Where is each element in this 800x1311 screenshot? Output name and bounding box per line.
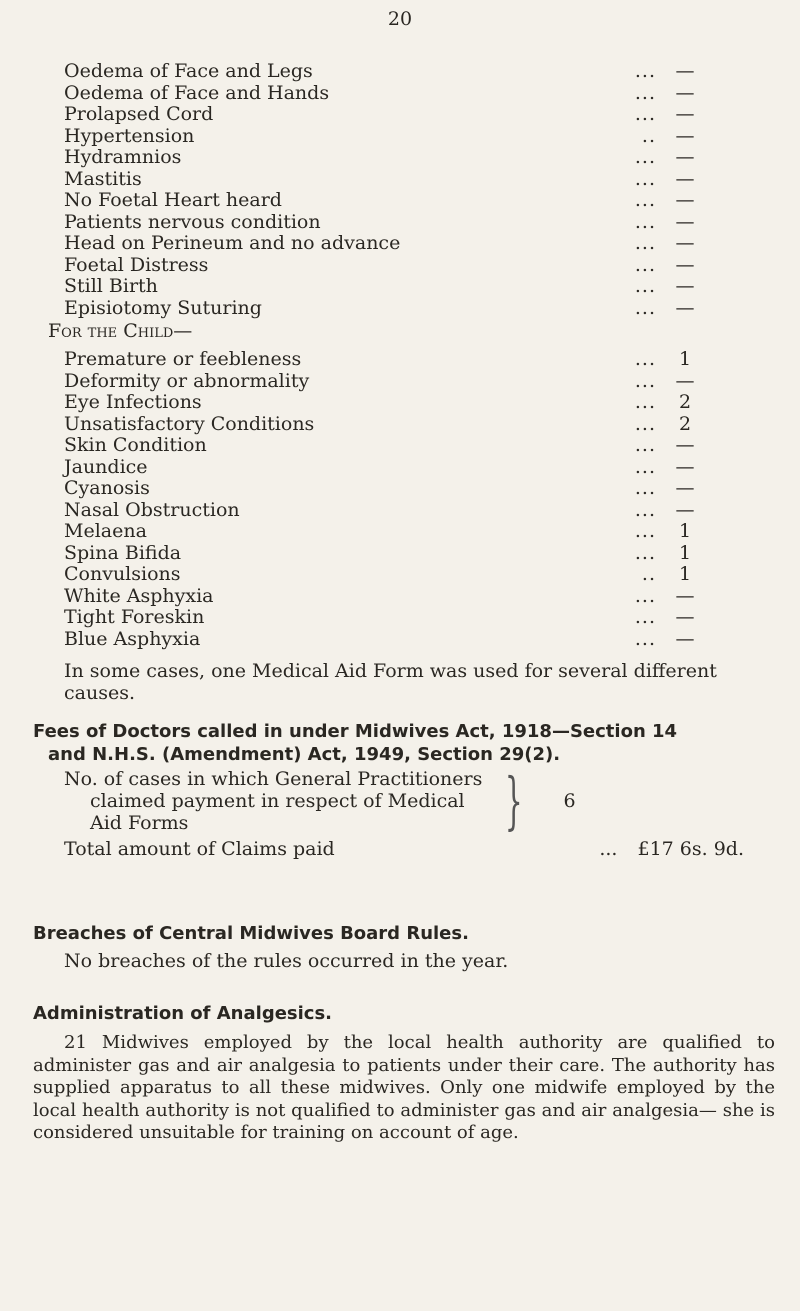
list-item-value-group bbox=[594, 348, 714, 370]
child-section-heading: For the Child— bbox=[48, 320, 193, 342]
list-item-label: Prolapsed Cord bbox=[64, 103, 214, 125]
list-item-value: 2 bbox=[678, 391, 692, 413]
list-item-value: — bbox=[675, 455, 695, 478]
list-item-value-group bbox=[594, 297, 714, 319]
list-item-value: — bbox=[675, 253, 695, 276]
list-item-value: — bbox=[675, 584, 695, 607]
list-item-value: — bbox=[675, 103, 695, 125]
list-item bbox=[64, 585, 714, 607]
brace-symbol: } bbox=[504, 764, 523, 837]
page-number: 20 bbox=[387, 8, 413, 30]
fees-details bbox=[64, 764, 744, 860]
list-item bbox=[64, 146, 714, 168]
breaches-text: No breaches of the rules occurred in the year. bbox=[64, 950, 509, 972]
list-item-value: — bbox=[675, 210, 695, 233]
list-item-leader: ... bbox=[634, 167, 656, 190]
list-item bbox=[64, 211, 714, 233]
list-item-value-group bbox=[594, 125, 714, 147]
cases-label-line2: claimed payment in respect of Medical bbox=[90, 790, 465, 812]
list-item-leader: ... bbox=[634, 210, 656, 233]
list-item-value: — bbox=[675, 232, 695, 254]
list-item-value: — bbox=[675, 627, 695, 650]
list-item-value: — bbox=[675, 498, 695, 521]
list-item-value-group bbox=[594, 456, 714, 478]
list-item-leader: ... bbox=[634, 296, 656, 319]
list-item-label: Episiotomy Suturing bbox=[64, 296, 262, 319]
list-item-label: No Foetal Heart heard bbox=[64, 189, 282, 211]
list-item bbox=[64, 391, 714, 413]
list-item-label: Hydramnios bbox=[64, 146, 182, 168]
list-item-value-group bbox=[594, 254, 714, 276]
list-item-value: — bbox=[675, 60, 695, 82]
list-item-leader: .. bbox=[641, 563, 656, 585]
child-conditions-list bbox=[64, 348, 714, 649]
list-item bbox=[64, 606, 714, 628]
cases-claimed-row bbox=[64, 764, 744, 837]
list-item-leader: ... bbox=[634, 606, 656, 628]
list-item-leader: ... bbox=[634, 520, 656, 542]
list-item-value: — bbox=[675, 477, 695, 499]
list-item-leader: ... bbox=[634, 348, 656, 370]
list-item-value: — bbox=[675, 146, 695, 168]
list-item-value: — bbox=[675, 606, 695, 628]
list-item bbox=[64, 499, 714, 521]
list-item-leader: ... bbox=[634, 455, 656, 478]
list-item-label: Blue Asphyxia bbox=[64, 627, 201, 650]
list-item-leader: ... bbox=[634, 253, 656, 276]
list-item-value-group bbox=[594, 499, 714, 521]
list-item-label: Eye Infections bbox=[64, 391, 202, 413]
list-item bbox=[64, 456, 714, 478]
list-item bbox=[64, 254, 714, 276]
list-item-value-group bbox=[594, 542, 714, 564]
list-item-value-group bbox=[594, 232, 714, 254]
list-item-leader: ... bbox=[634, 584, 656, 607]
list-item-label: Unsatisfactory Conditions bbox=[64, 412, 315, 435]
list-item-label: Spina Bifida bbox=[64, 541, 182, 564]
list-item bbox=[64, 125, 714, 147]
list-item-leader: ... bbox=[634, 369, 656, 392]
list-item bbox=[64, 413, 714, 435]
list-item-value-group bbox=[594, 606, 714, 628]
list-item-value-group bbox=[594, 563, 714, 585]
mother-conditions-list bbox=[64, 60, 714, 318]
cases-label-line3: Aid Forms bbox=[90, 812, 189, 834]
fees-heading bbox=[33, 720, 773, 766]
list-item-label: Melaena bbox=[64, 520, 147, 542]
list-item-label: Skin Condition bbox=[64, 434, 207, 456]
list-item-value: — bbox=[675, 369, 695, 392]
total-claims-value: £17 6s. 9d. bbox=[637, 838, 744, 860]
list-item bbox=[64, 542, 714, 564]
list-item-label: Mastitis bbox=[64, 167, 142, 190]
list-item-value: 1 bbox=[678, 541, 692, 564]
list-item bbox=[64, 275, 714, 297]
list-item-leader: ... bbox=[634, 103, 656, 125]
list-item bbox=[64, 563, 714, 585]
list-item bbox=[64, 232, 714, 254]
list-item-leader: ... bbox=[634, 81, 656, 104]
list-item-label: Foetal Distress bbox=[64, 253, 209, 276]
list-item-leader: ... bbox=[634, 627, 656, 650]
list-item-label: Nasal Obstruction bbox=[64, 498, 240, 521]
list-item-label: Cyanosis bbox=[64, 477, 150, 499]
analgesics-paragraph bbox=[33, 1032, 775, 1145]
list-item-value: 1 bbox=[678, 563, 692, 585]
list-item-label: Oedema of Face and Legs bbox=[64, 60, 313, 82]
list-item bbox=[64, 297, 714, 319]
list-item-value: — bbox=[675, 124, 695, 147]
list-item-value-group bbox=[594, 434, 714, 456]
list-item-label: Patients nervous condition bbox=[64, 210, 321, 233]
list-item-value: 1 bbox=[678, 348, 692, 370]
list-item-value: 1 bbox=[678, 520, 692, 542]
list-item-value: — bbox=[675, 167, 695, 190]
list-item bbox=[64, 189, 714, 211]
fees-heading-line1: Fees of Doctors called in under Midwives Act, 1918—Section 14 bbox=[33, 721, 678, 742]
list-item-value-group bbox=[594, 413, 714, 435]
list-item bbox=[64, 370, 714, 392]
medical-aid-note bbox=[33, 660, 773, 704]
cases-claimed-value: 6 bbox=[563, 790, 576, 812]
cases-label-line1: No. of cases in which General Practitioners bbox=[64, 768, 483, 790]
list-item-value-group bbox=[594, 103, 714, 125]
list-item-value-group bbox=[594, 628, 714, 650]
list-item bbox=[64, 628, 714, 650]
list-item-value-group bbox=[594, 370, 714, 392]
list-item-label: Still Birth bbox=[64, 275, 158, 297]
list-item-value: — bbox=[675, 434, 695, 456]
list-item-leader: ... bbox=[634, 477, 656, 499]
total-claims-row bbox=[64, 838, 744, 860]
list-item-leader: .. bbox=[641, 124, 656, 147]
list-item bbox=[64, 168, 714, 190]
list-item-value-group bbox=[594, 275, 714, 297]
breaches-text-block bbox=[33, 950, 773, 972]
list-item bbox=[64, 103, 714, 125]
list-item bbox=[64, 60, 714, 82]
list-item-label: Oedema of Face and Hands bbox=[64, 81, 330, 104]
list-item-value-group bbox=[594, 146, 714, 168]
list-item-value: — bbox=[675, 296, 695, 319]
list-item-label: Head on Perineum and no advance bbox=[64, 232, 401, 254]
list-item-label: Convulsions bbox=[64, 563, 181, 585]
list-item-value: 2 bbox=[678, 412, 692, 435]
list-item-label: Deformity or abnormality bbox=[64, 369, 310, 392]
list-item-value-group bbox=[594, 211, 714, 233]
list-item-value-group bbox=[594, 189, 714, 211]
list-item bbox=[64, 477, 714, 499]
list-item-label: Tight Foreskin bbox=[64, 606, 205, 628]
list-item-value-group bbox=[594, 477, 714, 499]
list-item-value-group bbox=[594, 168, 714, 190]
list-item-value-group bbox=[594, 60, 714, 82]
list-item-leader: ... bbox=[634, 60, 656, 82]
list-item bbox=[64, 82, 714, 104]
list-item-leader: ... bbox=[634, 434, 656, 456]
list-item-value: — bbox=[675, 189, 695, 211]
list-item-label: Jaundice bbox=[64, 455, 148, 478]
total-claims-leader: ... bbox=[599, 838, 618, 860]
list-item-leader: ... bbox=[634, 232, 656, 254]
medical-aid-note-text: In some cases, one Medical Aid Form was used for several different causes. bbox=[64, 660, 717, 704]
list-item-value: — bbox=[675, 275, 695, 297]
breaches-heading: Breaches of Central Midwives Board Rules. bbox=[33, 923, 469, 944]
list-item-leader: ... bbox=[634, 412, 656, 435]
cases-claimed-label bbox=[64, 768, 494, 834]
list-item-value-group bbox=[594, 585, 714, 607]
list-item bbox=[64, 348, 714, 370]
list-item-value-group bbox=[594, 391, 714, 413]
list-item bbox=[64, 520, 714, 542]
list-item-value-group bbox=[594, 82, 714, 104]
analgesics-heading: Administration of Analgesics. bbox=[33, 1003, 333, 1024]
list-item-leader: ... bbox=[634, 189, 656, 211]
list-item-label: Premature or feebleness bbox=[64, 348, 302, 370]
list-item-label: Hypertension bbox=[64, 124, 195, 147]
list-item-leader: ... bbox=[634, 541, 656, 564]
total-claims-label: Total amount of Claims paid bbox=[64, 838, 335, 860]
list-item-leader: ... bbox=[634, 498, 656, 521]
list-item-label: White Asphyxia bbox=[64, 584, 214, 607]
analgesics-text: 21 Midwives employed by the local health authority are qualified to administer gas and air analgesia to patients under their care. The authority has supplied apparatus to all these midwives. Only one midwife employed by the local health authority is not qualified to administer gas and air analgesia— she is considered unsuitable for training on account of age. bbox=[33, 1032, 775, 1143]
list-item bbox=[64, 434, 714, 456]
list-item-value: — bbox=[675, 81, 695, 104]
list-item-leader: ... bbox=[634, 146, 656, 168]
list-item-leader: ... bbox=[634, 275, 656, 297]
list-item-leader: ... bbox=[634, 391, 656, 413]
list-item-value-group bbox=[594, 520, 714, 542]
fees-heading-line2: and N.H.S. (Amendment) Act, 1949, Section 29(2). bbox=[48, 744, 561, 765]
